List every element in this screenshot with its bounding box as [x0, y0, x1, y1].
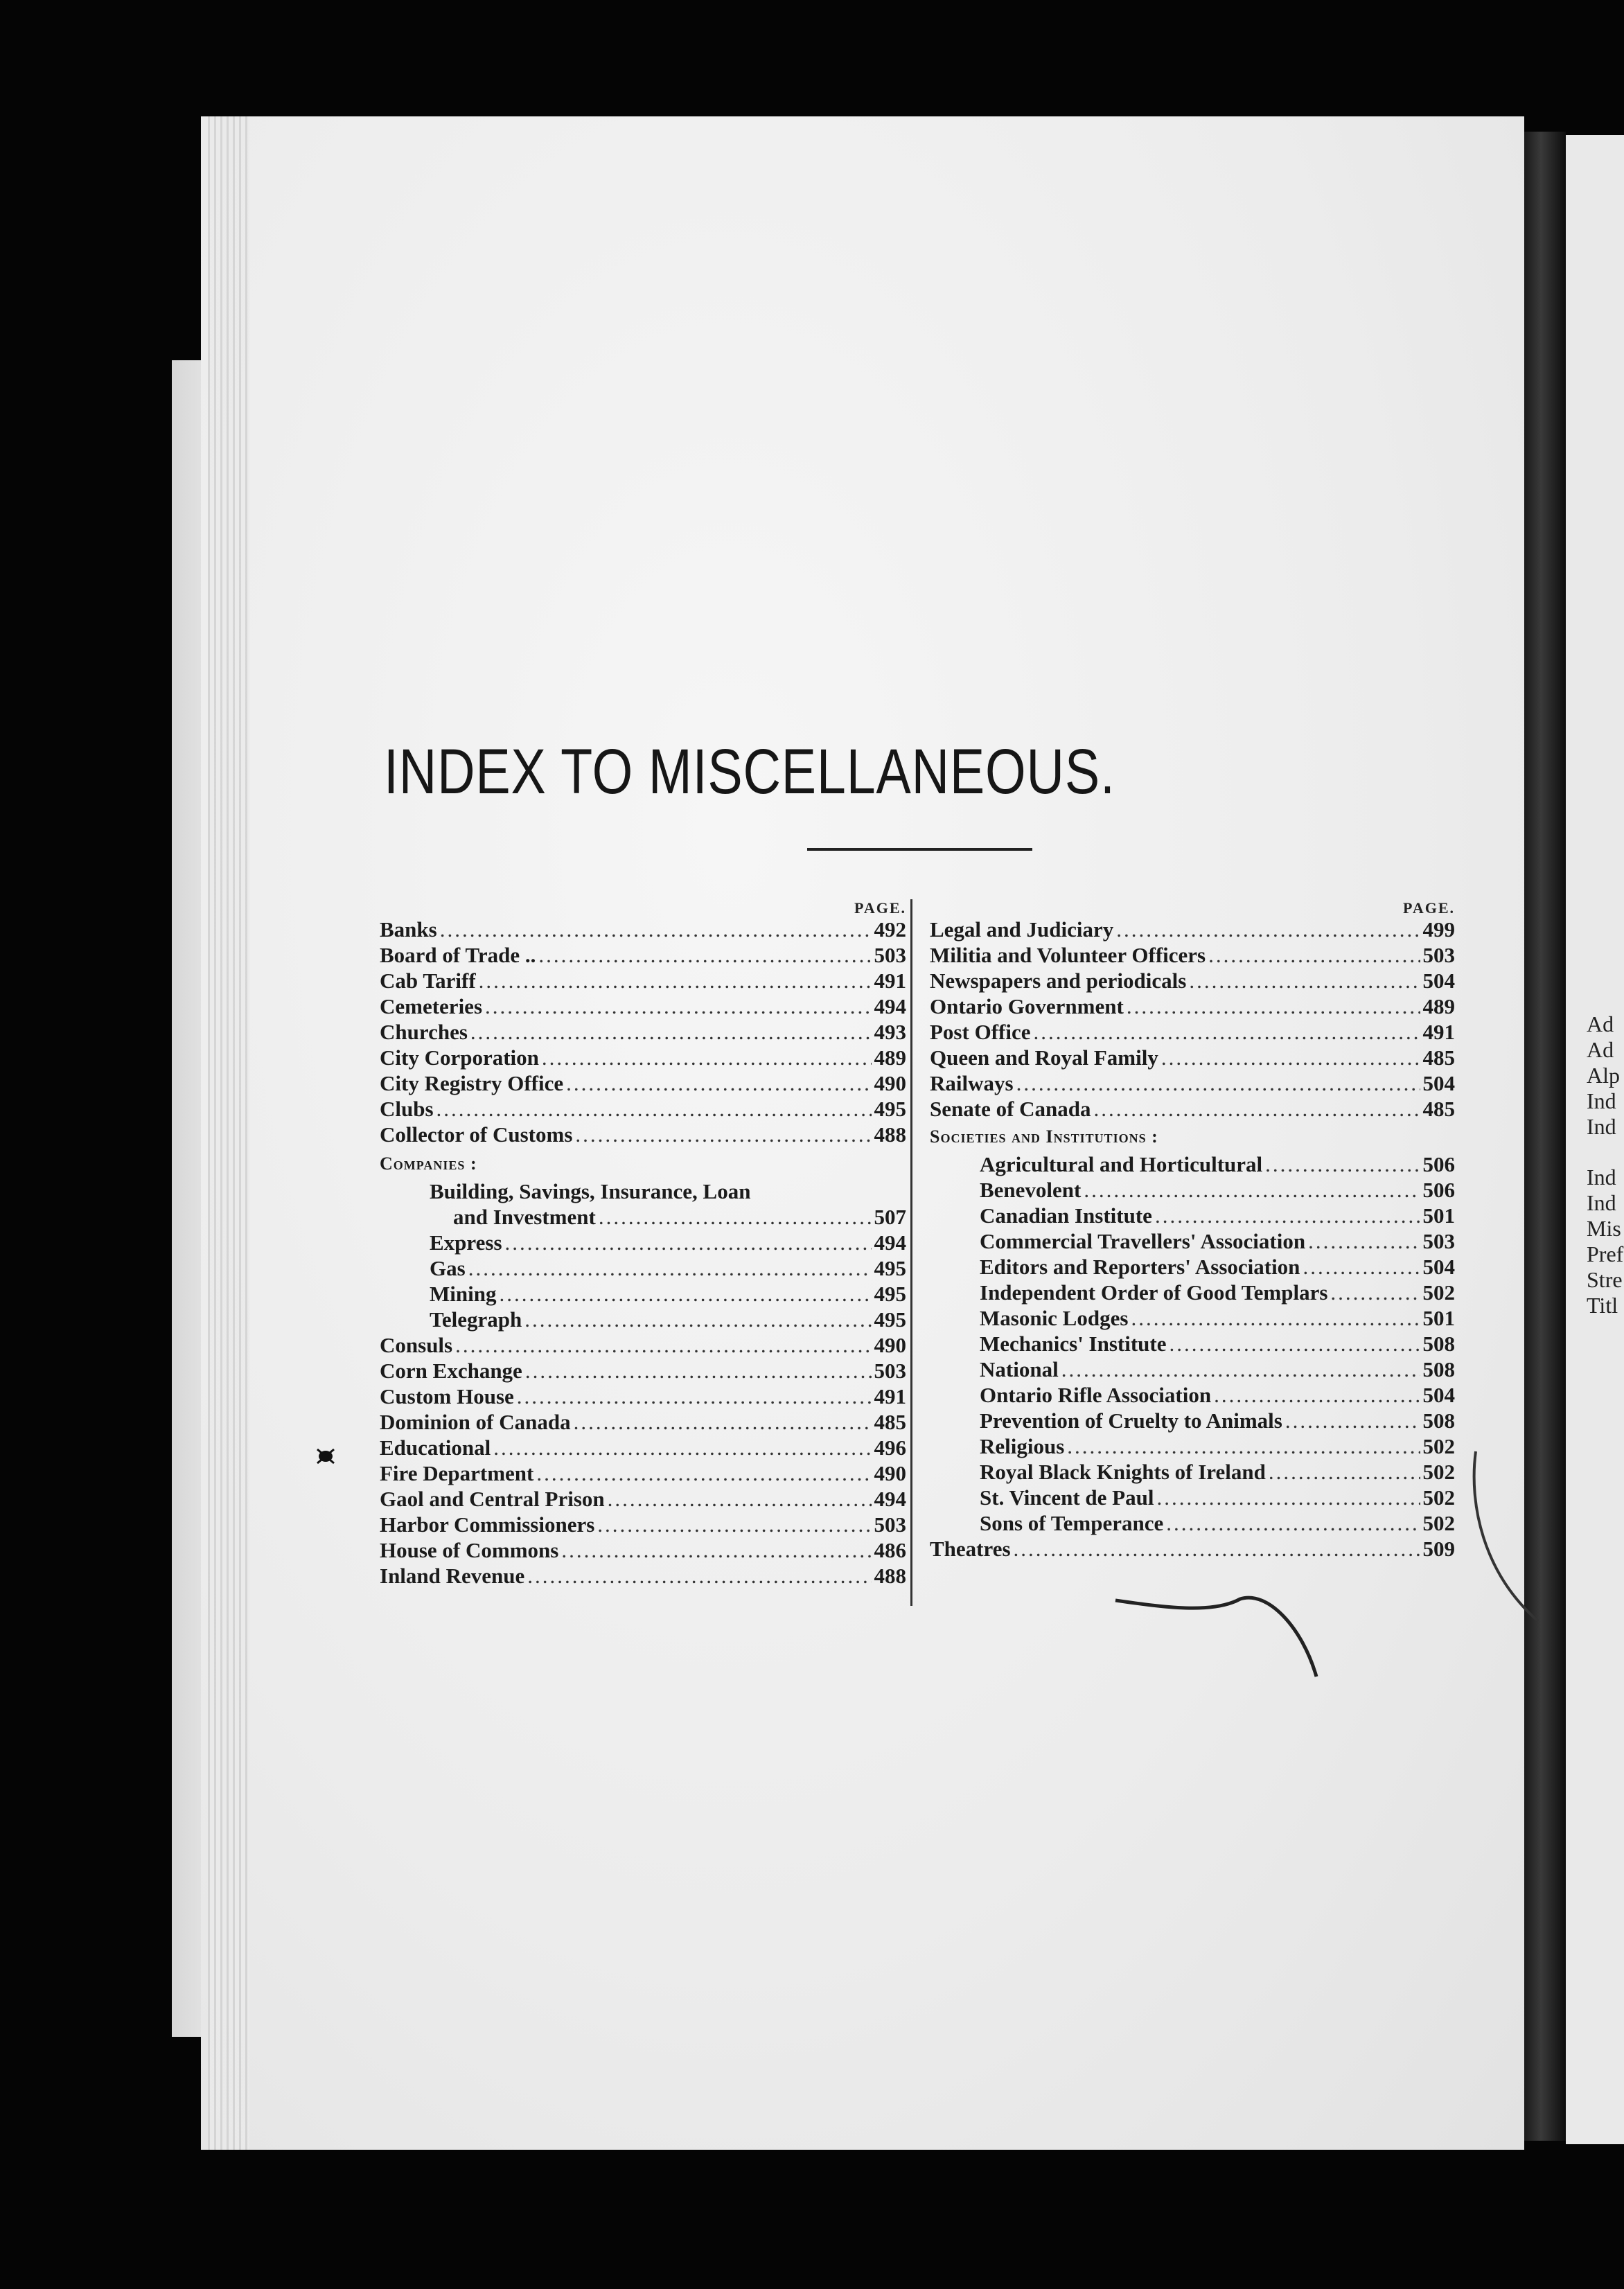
leader-dots	[566, 1071, 871, 1096]
index-entry	[930, 1460, 1455, 1485]
index-entry-label: Express	[430, 1230, 502, 1255]
leader-dots	[1265, 1152, 1420, 1177]
index-entry	[380, 1538, 906, 1564]
facing-page-text-fragment: Pref	[1587, 1241, 1624, 1266]
index-entry-label: Militia and Volunteer Officers	[930, 943, 1206, 967]
index-entry	[380, 1282, 906, 1307]
index-entry-page: 495	[874, 1307, 906, 1332]
index-entry-label: Post Office	[930, 1020, 1031, 1044]
index-entry	[930, 1280, 1455, 1306]
index-entry-label: Ontario Rifle Association	[980, 1383, 1212, 1407]
index-entry-label: St. Vincent de Paul	[980, 1485, 1154, 1510]
index-entry-label: Harbor Commissioners	[380, 1512, 595, 1537]
facing-page-text-fragment: Ind	[1587, 1114, 1616, 1139]
leader-dots	[470, 1020, 872, 1045]
index-entry	[930, 1178, 1455, 1203]
index-column-right	[930, 899, 1455, 1562]
column-divider	[910, 899, 912, 1606]
index-entry-page: 504	[1422, 1071, 1455, 1095]
index-entry-page: 496	[874, 1435, 906, 1460]
index-entry	[380, 1307, 906, 1333]
index-entry-page: 499	[1422, 917, 1455, 942]
index-entry-label: Ontario Government	[930, 994, 1124, 1018]
index-entry-label: City Corporation	[380, 1045, 539, 1070]
facing-page-text-fragment: Titl	[1587, 1293, 1618, 1318]
leader-dots	[505, 1230, 872, 1255]
index-entry	[930, 1537, 1455, 1562]
leader-dots	[561, 1538, 871, 1563]
leader-dots	[1094, 1097, 1420, 1122]
index-entry-label: Consuls	[380, 1333, 453, 1357]
index-entry-page: 503	[1422, 1229, 1455, 1253]
index-entry	[930, 1255, 1455, 1280]
index-entry-page: 508	[1422, 1332, 1455, 1356]
index-entry-page: 485	[1422, 1097, 1455, 1121]
index-entry	[930, 1045, 1455, 1071]
index-entry	[930, 994, 1455, 1020]
index-entry	[380, 1487, 906, 1512]
index-entry	[930, 1306, 1455, 1332]
index-entry-label: Prevention of Cruelty to Animals	[980, 1408, 1282, 1433]
index-entry	[380, 994, 906, 1020]
index-entry	[380, 1045, 906, 1071]
index-entry	[930, 1020, 1455, 1045]
leader-dots	[1067, 1434, 1420, 1459]
index-entry-page: 502	[1422, 1485, 1455, 1510]
index-entry	[380, 1512, 906, 1538]
leader-dots	[1330, 1280, 1420, 1305]
page-column-header: PAGE.	[1403, 899, 1455, 917]
index-entry-page: 488	[874, 1122, 906, 1147]
index-entry	[930, 1511, 1455, 1537]
index-entry-page: 486	[874, 1538, 906, 1562]
leader-dots	[599, 1205, 872, 1230]
index-entry	[930, 1434, 1455, 1460]
index-entry-label: Editors and Reporters' Association	[980, 1255, 1300, 1279]
index-entry	[930, 1071, 1455, 1097]
leader-dots	[1166, 1511, 1420, 1536]
index-entry-page: 509	[1422, 1537, 1455, 1561]
title-rule	[807, 848, 1032, 851]
index-entry-page: 494	[874, 1230, 906, 1255]
index-entry	[380, 1435, 906, 1461]
index-entry-page: 493	[874, 1020, 906, 1044]
index-entry-page: 506	[1422, 1178, 1455, 1202]
index-entry	[380, 1461, 906, 1487]
leader-dots	[440, 917, 872, 942]
leader-dots	[608, 1487, 872, 1512]
index-entry-page: 491	[874, 1384, 906, 1408]
index-entry-label: Churches	[380, 1020, 468, 1044]
leader-dots	[1131, 1306, 1420, 1331]
leader-dots	[1155, 1203, 1420, 1228]
index-entry-label: City Registry Office	[380, 1071, 564, 1095]
index-entry-page: 495	[874, 1097, 906, 1121]
index-entry-label: Masonic Lodges	[980, 1306, 1129, 1330]
index-entry-page: 489	[1422, 994, 1455, 1018]
index-entry-page: 490	[874, 1071, 906, 1095]
index-entry	[380, 917, 906, 943]
index-entry-label: Senate of Canada	[930, 1097, 1091, 1121]
index-entry-label: Sons of Temperance	[980, 1511, 1164, 1535]
leader-dots	[468, 1256, 872, 1281]
leader-dots	[1014, 1537, 1420, 1562]
index-entry-page: 503	[874, 943, 906, 967]
index-entry-page: 502	[1422, 1511, 1455, 1535]
page-column-header: PAGE.	[854, 899, 906, 917]
index-entry-label: Mining	[430, 1282, 497, 1306]
index-entry-page: 508	[1422, 1408, 1455, 1433]
index-entry	[380, 1384, 906, 1410]
index-entry-page: 504	[1422, 1383, 1455, 1407]
index-entry	[930, 1229, 1455, 1255]
book-gutter	[1524, 132, 1566, 2141]
index-entry-page: 492	[874, 917, 906, 942]
facing-page-text-fragment: Ind	[1587, 1165, 1616, 1190]
leader-dots	[538, 943, 871, 968]
index-entry-label: Theatres	[930, 1537, 1011, 1561]
leader-dots	[1303, 1255, 1420, 1280]
leader-dots	[1116, 917, 1420, 942]
leader-dots	[479, 969, 872, 993]
index-entry-label: Cemeteries	[380, 994, 483, 1018]
index-entry-page: 504	[1422, 1255, 1455, 1279]
index-entry-page: 503	[874, 1512, 906, 1537]
index-entry	[380, 1256, 906, 1282]
leader-dots	[1308, 1229, 1420, 1254]
index-entry	[380, 969, 906, 994]
index-entry-page: 495	[874, 1282, 906, 1306]
leader-dots	[455, 1333, 871, 1358]
leader-dots	[1061, 1357, 1420, 1382]
leader-dots	[1161, 1045, 1420, 1070]
leader-dots	[574, 1410, 872, 1435]
leader-dots	[1214, 1383, 1420, 1408]
index-entry-page: 494	[874, 1487, 906, 1511]
index-entry-page: 491	[874, 969, 906, 993]
index-entry-label: Canadian Institute	[980, 1203, 1152, 1228]
index-entry-label: Clubs	[380, 1097, 434, 1121]
index-entry-page: 508	[1422, 1357, 1455, 1381]
facing-page-text-fragment: Alp	[1587, 1063, 1620, 1088]
index-entry-label: Telegraph	[430, 1307, 522, 1332]
leader-dots	[527, 1564, 871, 1589]
index-entry-page: 495	[874, 1256, 906, 1280]
index-entry	[380, 1122, 906, 1148]
index-entry-page: 503	[874, 1359, 906, 1383]
index-entry-label: Newspapers and periodicals	[930, 969, 1187, 993]
index-entry-page: 485	[1422, 1045, 1455, 1070]
index-entry-label: Independent Order of Good Templars	[980, 1280, 1328, 1305]
leader-dots	[1208, 943, 1420, 968]
index-entry-label: Mechanics' Institute	[980, 1332, 1167, 1356]
leader-dots	[436, 1097, 872, 1122]
leader-dots	[1189, 969, 1420, 993]
leader-dots	[575, 1122, 871, 1147]
leader-dots	[1156, 1485, 1420, 1510]
index-entry-page: 502	[1422, 1460, 1455, 1484]
index-entry	[380, 1230, 906, 1256]
facing-page-text-fragment: Ind	[1587, 1190, 1616, 1215]
index-entry-page: 503	[1422, 943, 1455, 967]
index-column-left	[380, 899, 906, 1589]
index-entry-label: Dominion of Canada	[380, 1410, 571, 1434]
index-entry	[380, 1410, 906, 1435]
index-entry-label: Religious	[980, 1434, 1065, 1458]
leader-dots	[499, 1282, 871, 1307]
index-entry	[380, 1097, 906, 1122]
leader-dots	[1084, 1178, 1420, 1203]
index-entry-page: 504	[1422, 969, 1455, 993]
index-entry	[380, 1071, 906, 1097]
index-entry-label: House of Commons	[380, 1538, 559, 1562]
section-heading-societies: Societies and Institutions :	[930, 1126, 1158, 1147]
leader-dots	[517, 1384, 872, 1409]
index-entry	[930, 1203, 1455, 1229]
index-entry-label: Cab Tariff	[380, 969, 476, 993]
section-heading-companies: Companies :	[380, 1154, 477, 1174]
index-entry-label: Corn Exchange	[380, 1359, 522, 1383]
index-entry	[380, 1205, 906, 1230]
index-entry-label: Legal and Judiciary	[930, 917, 1114, 942]
leader-dots	[524, 1307, 871, 1332]
index-entry-page: 501	[1422, 1306, 1455, 1330]
leader-dots	[1033, 1020, 1420, 1045]
index-entry-label: Gaol and Central Prison	[380, 1487, 605, 1511]
index-entry-label: Educational	[380, 1435, 491, 1460]
facing-page-text-fragment: Ad	[1587, 1037, 1614, 1062]
facing-page-text-fragment: Ad	[1587, 1011, 1614, 1036]
index-entry	[930, 1152, 1455, 1178]
leader-dots	[597, 1512, 871, 1537]
facing-page-text-fragment: Mis	[1587, 1216, 1621, 1241]
index-entry	[380, 943, 906, 969]
index-entry-label: Gas	[430, 1256, 466, 1280]
index-entry	[930, 943, 1455, 969]
index-entry	[930, 969, 1455, 994]
index-entry-page: 490	[874, 1333, 906, 1357]
index-entry	[930, 1332, 1455, 1357]
index-entry	[930, 1357, 1455, 1383]
index-entry	[380, 1564, 906, 1589]
leader-dots	[1127, 994, 1420, 1019]
index-entry-label: Custom House	[380, 1384, 514, 1408]
page-stack-edge	[208, 116, 249, 2150]
facing-page-text-fragment: Stre	[1587, 1267, 1623, 1292]
leader-dots	[525, 1359, 872, 1384]
leader-dots	[542, 1045, 872, 1070]
index-entry-label: Building, Savings, Insurance, Loan	[430, 1179, 751, 1203]
leader-dots	[536, 1461, 871, 1486]
facing-page-text-fragment: Ind	[1587, 1088, 1616, 1113]
index-entry-label: Queen and Royal Family	[930, 1045, 1158, 1070]
index-entry-page: 501	[1422, 1203, 1455, 1228]
index-entry-page: 494	[874, 994, 906, 1018]
index-entry-page: 485	[874, 1410, 906, 1434]
index-entry-page: 491	[1422, 1020, 1455, 1044]
index-entry	[930, 917, 1455, 943]
leader-dots	[1285, 1408, 1420, 1433]
index-entry-label: Banks	[380, 917, 437, 942]
index-entry-label: Railways	[930, 1071, 1014, 1095]
index-entry-page: 502	[1422, 1280, 1455, 1305]
facing-page-fragment	[1566, 135, 1624, 2144]
index-entry-page: 488	[874, 1564, 906, 1588]
index-entry-label: National	[980, 1357, 1059, 1381]
index-entry	[930, 1097, 1455, 1122]
leader-dots	[485, 994, 871, 1019]
index-entry	[930, 1383, 1455, 1408]
index-entry-label: Royal Black Knights of Ireland	[980, 1460, 1266, 1484]
index-entry-label: Fire Department	[380, 1461, 534, 1485]
index-entry-label: Commercial Travellers' Association	[980, 1229, 1306, 1253]
index-entry-page: 502	[1422, 1434, 1455, 1458]
index-entry-label: Board of Trade ..	[380, 943, 536, 967]
index-entry-page: 489	[874, 1045, 906, 1070]
index-entry	[380, 1020, 906, 1045]
leader-dots	[493, 1435, 871, 1460]
index-entry	[930, 1485, 1455, 1511]
index-entry-page: 506	[1422, 1152, 1455, 1176]
leader-dots	[1016, 1071, 1420, 1096]
leader-dots	[1170, 1332, 1420, 1356]
page-title: INDEX TO MISCELLANEOUS.	[384, 736, 1115, 807]
index-entry-label: Agricultural and Horticultural	[980, 1152, 1263, 1176]
index-entry	[380, 1359, 906, 1384]
index-entry	[380, 1333, 906, 1359]
index-entry-page: 507	[874, 1205, 906, 1229]
index-entry-label: Inland Revenue	[380, 1564, 525, 1588]
index-entry-label: and Investment	[453, 1205, 596, 1229]
leader-dots	[1269, 1460, 1420, 1485]
index-entry-page: 490	[874, 1461, 906, 1485]
index-entry	[930, 1408, 1455, 1434]
index-entry-label: Collector of Customs	[380, 1122, 573, 1147]
index-entry-label: Benevolent	[980, 1178, 1082, 1202]
